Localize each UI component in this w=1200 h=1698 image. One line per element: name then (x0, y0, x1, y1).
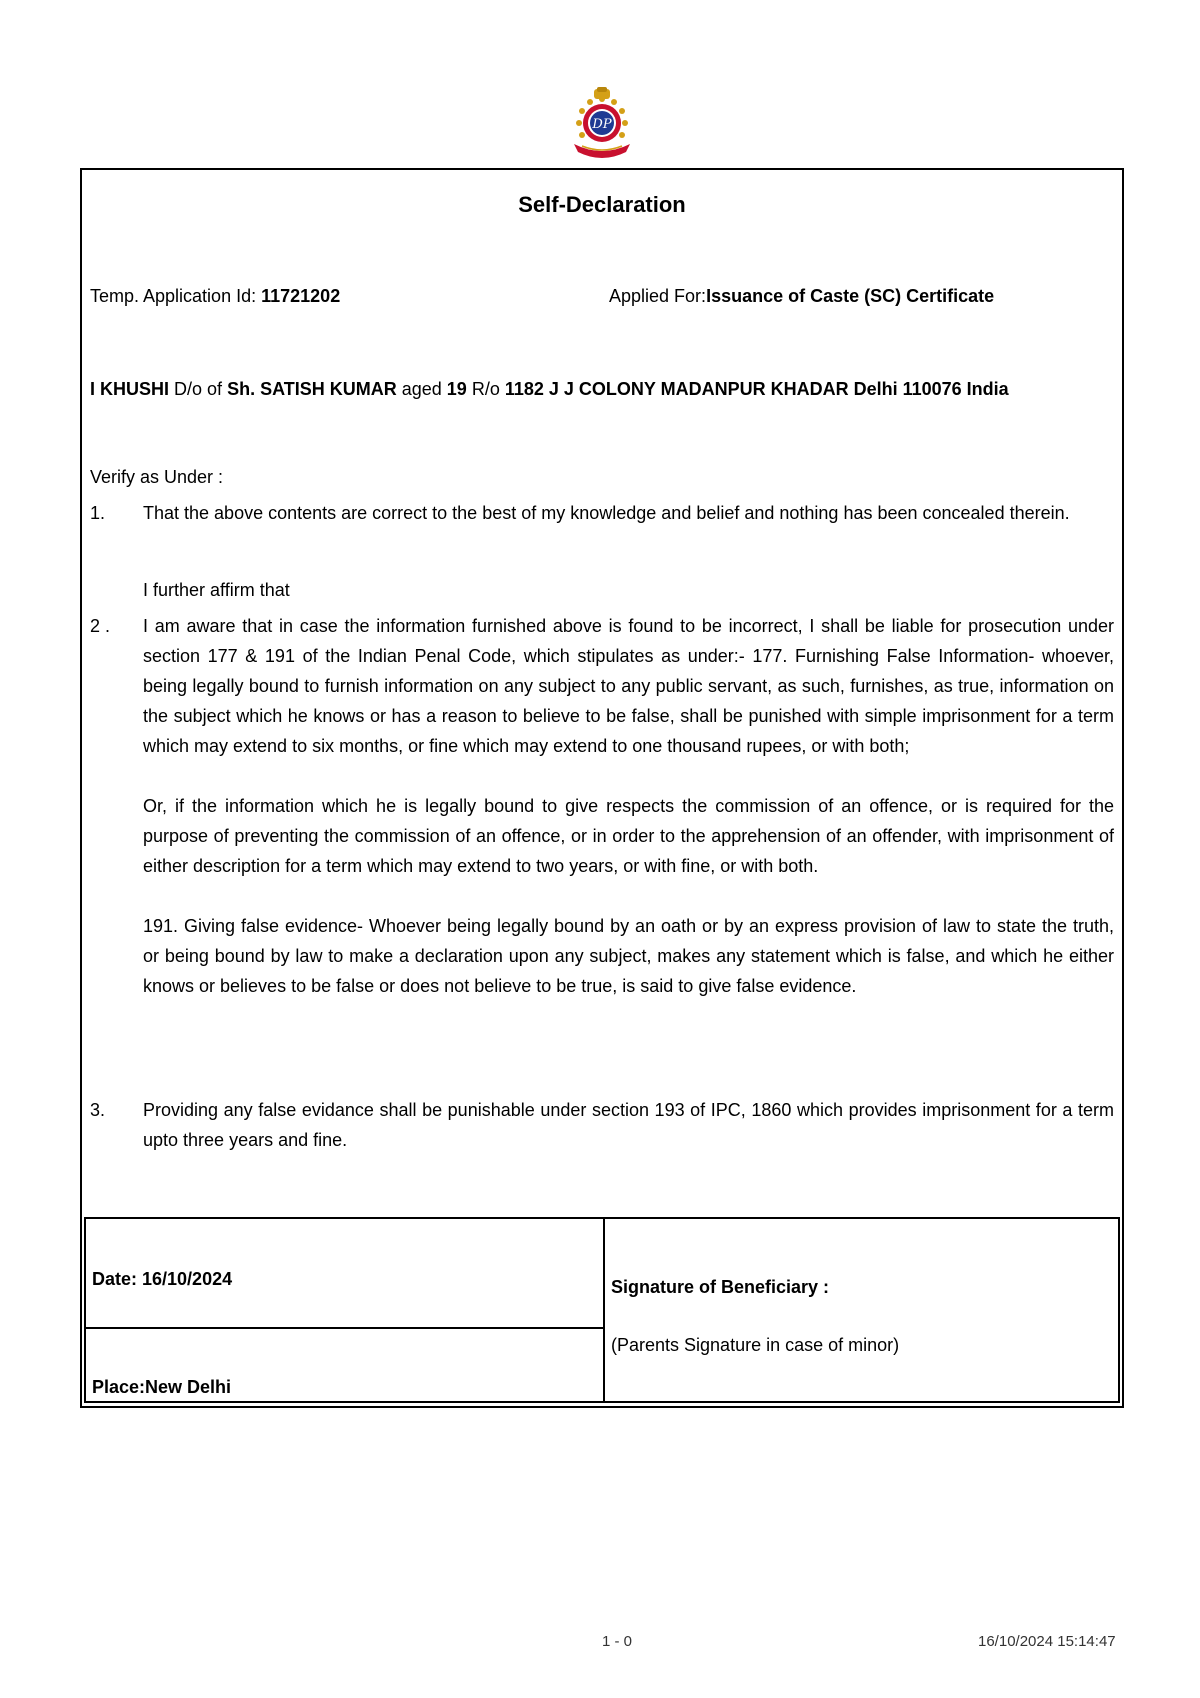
declaration-item-2 (90, 611, 1114, 1001)
page-title: Self-Declaration (518, 192, 686, 217)
declarant-age: 19 (446, 379, 467, 399)
table-divider (603, 1219, 605, 1401)
declaration-box (80, 168, 1124, 1408)
declarant-name: KHUSHI (100, 379, 170, 399)
applied-for-value: Issuance of Caste (SC) Certificate (706, 286, 995, 306)
table-divider (86, 1327, 603, 1329)
item-number: 2 . (90, 616, 111, 636)
signature-label: Signature of Beneficiary : (611, 1277, 830, 1297)
item-number: 3. (90, 1100, 106, 1120)
signature-table (84, 1217, 1120, 1403)
applied-for-label: Applied For: (609, 286, 707, 306)
item-text: That the above contents are correct to the best of my knowledge and belief and nothing has been concealed therein. (143, 503, 1070, 523)
item-text: Providing any false evidance shall be punishable under section 193 of IPC, 1860 which provides imprisonment for a term upto three years and fine. (143, 1100, 1114, 1150)
parents-signature-note: (Parents Signature in case of minor) (611, 1335, 900, 1355)
verify-label: Verify as Under : (90, 467, 224, 487)
page-number: 1 - 0 (602, 1633, 633, 1650)
declarant-prefix: I (90, 379, 101, 399)
delhi-police-emblem-icon (564, 86, 640, 162)
item-paragraph: I am aware that in case the information furnished above is found to be incorrect, I shall be liable for prosecution under section 177 & 191 of the Indian Penal Code, which stipulates as under:- 177. Furnishing False Information- whoever, being legally bound to furnish information on any subject to any public servant, as such, furnishes, as true, information on the subject which he knows or has a reason to believe to be false, shall be punished with simple imprisonment for a term which may extend to six months, or fine which may extend to one thousand rupees, or with both; (143, 616, 1114, 756)
print-timestamp: 16/10/2024 15:14:47 (978, 1633, 1116, 1650)
item-number: 1. (90, 503, 106, 523)
place-field: Place:New Delhi (92, 1377, 232, 1397)
application-id (90, 286, 340, 307)
item-paragraph: 191. Giving false evidence- Whoever being legally bound by an oath or by an express provision of law to state the truth, or being bound by law to make a declaration upon any subject, makes any statement which is false, and which he either knows or believes to be false or does not believe to be true, is said to give false evidence. (143, 916, 1114, 996)
item-paragraph: Or, if the information which he is legally bound to give respects the commission of an offence, or is required for the purpose of preventing the commission of an offence, or in order to the apprehension of an offender, with imprisonment of either description for a term which may extend to two years, or with fine, or with both. (143, 796, 1114, 876)
declarant-aged-label: aged (396, 379, 447, 399)
item-text (143, 611, 1114, 1001)
affirm-text: I further affirm that (143, 580, 290, 600)
application-id-value: 11721202 (261, 286, 341, 306)
date-field: Date: 16/10/2024 (92, 1269, 233, 1289)
declarant-parent: Sh. SATISH KUMAR (227, 379, 397, 399)
declarant-address: 1182 J J COLONY MADANPUR KHADAR Delhi 110076 India (504, 379, 1009, 399)
svg-text:DP: DP (592, 117, 612, 132)
declarant-statement (90, 374, 1114, 404)
declarant-relation: D/o of (169, 379, 228, 399)
declaration-item-1 (90, 498, 1114, 528)
declaration-item-3 (90, 1095, 1114, 1155)
applied-for (609, 286, 994, 307)
declarant-residence-label: R/o (466, 379, 505, 399)
application-id-label: Temp. Application Id: (90, 286, 262, 306)
